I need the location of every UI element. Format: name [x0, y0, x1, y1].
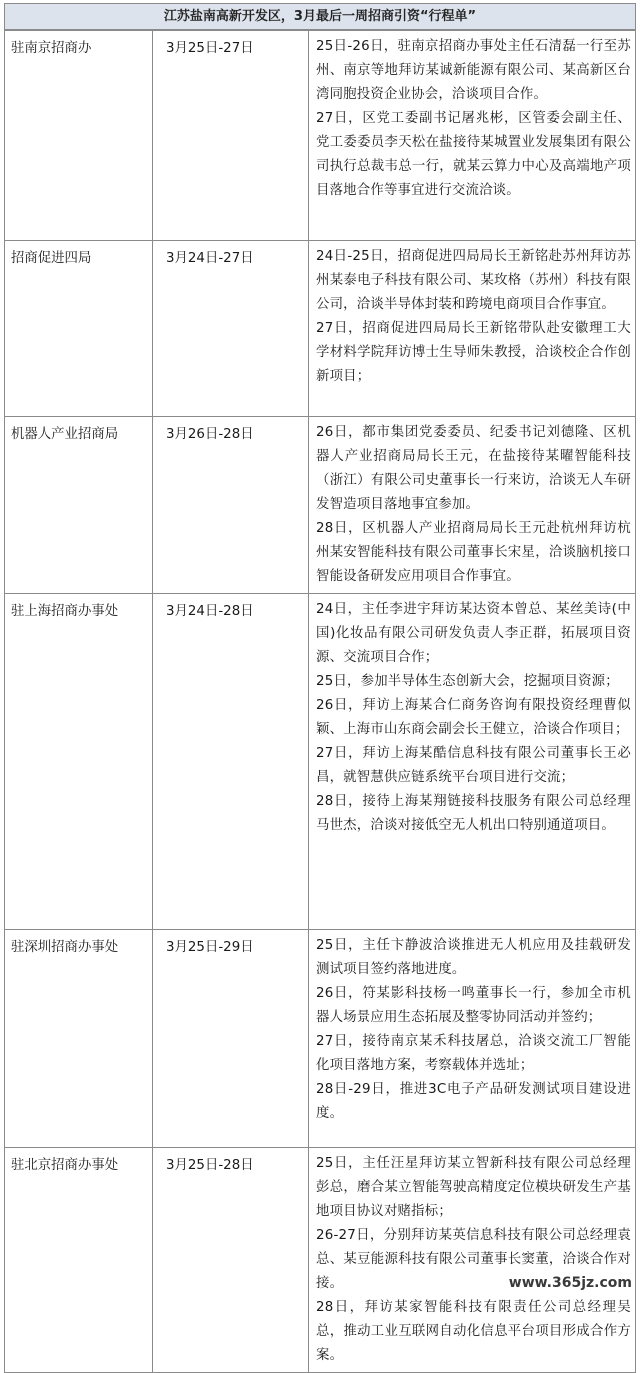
table-row: [5, 930, 636, 1148]
itinerary-cell: [309, 930, 636, 1148]
org-cell: 驻南京招商办: [5, 31, 153, 241]
itinerary-item: 25日-26日，驻南京招商办事处主任石清磊一行至苏州、南京等地拜访某诚新能源有限公司、某高新区台湾同胞投资企业协会，洽谈项目合作。: [316, 39, 631, 102]
itinerary-item: 28日，拜访某家智能科技有限责任公司总经理吴总，推动工业互联网自动化信息平台项目形成合作方案。: [316, 1300, 631, 1363]
org-cell: 驻北京招商办事处: [5, 1148, 153, 1373]
date-cell: 3月24日-28日: [153, 594, 309, 930]
itinerary-cell: [309, 1148, 636, 1373]
table-row: [5, 1148, 636, 1373]
itinerary-item: 26-27日，分别拜访某英信息科技有限公司总经理袁总、某豆能源科技有限公司董事长窦董，洽谈合作对接。: [316, 1228, 631, 1291]
page-title: 江苏盐南高新开发区，3月最后一周招商引资“行程单”: [4, 3, 636, 30]
schedule-table: [4, 30, 636, 1373]
itinerary-item: 26日，符某影科技杨一鸣董事长一行，参加全市机器人场景应用生态拓展及整零协同活动并签约；: [316, 986, 631, 1025]
schedule-sheet: [4, 3, 636, 1373]
org-cell: 机器人产业招商局: [5, 417, 153, 594]
itinerary-item: 24日-25日，招商促进四局局长王新铭赴苏州拜访苏州某泰电子科技有限公司、某玫格（苏州）科技有限公司，洽谈半导体封装和跨境电商项目合作事宜。: [316, 249, 631, 312]
itinerary-item: 25日，主任卞静波洽谈推进无人机应用及挂载研发测试项目签约落地进度。: [316, 938, 631, 977]
itinerary-cell: [309, 31, 636, 241]
table-row: [5, 241, 636, 417]
itinerary-item: 27日，区党工委副书记屠兆彬，区管委会副主任、党工委委员李天松在盐接待某城置业发展集团有限公司执行总裁韦总一行，就某云算力中心及高端地产项目落地合作等事宜进行交流洽谈。: [316, 111, 631, 198]
itinerary-item: 24日，主任李进宇拜访某达资本曾总、某丝美诗(中国)化妆品有限公司研发负责人李正群，拓展项目资源、交流项目合作；: [316, 602, 631, 665]
itinerary-item: 27日，拜访上海某酷信息科技有限公司董事长王必昌，就智慧供应链系统平台项目进行交流；: [316, 746, 631, 785]
org-cell: 招商促进四局: [5, 241, 153, 417]
org-cell: 驻上海招商办事处: [5, 594, 153, 930]
table-row: [5, 31, 636, 241]
itinerary-cell: [309, 594, 636, 930]
itinerary-item: 26日，都市集团党委委员、纪委书记刘德隆、区机器人产业招商局局长王元，在盐接待某曜智能科技（浙江）有限公司史董事长一行来访，洽谈无人车研发智造项目落地事宜参加。: [316, 425, 631, 512]
itinerary-item: 28日-29日，推进3C电子产品研发测试项目建设进度。: [316, 1082, 631, 1121]
date-cell: 3月25日-27日: [153, 31, 309, 241]
itinerary-item: 28日，接待上海某翔链接科技服务有限公司总经理马世杰，洽谈对接低空无人机出口特别通道项目。: [316, 794, 631, 833]
itinerary-item: 25日，参加半导体生态创新大会，挖掘项目资源；: [316, 674, 619, 689]
itinerary-item: 27日，接待南京某禾科技屠总，洽谈交流工厂智能化项目落地方案，考察载体并选址；: [316, 1034, 631, 1073]
date-cell: 3月25日-29日: [153, 930, 309, 1148]
itinerary-item: 26日，拜访上海某合仁商务咨询有限投资经理曹似颖、上海市山东商会副会长王健立，洽谈合作项目；: [316, 698, 631, 737]
itinerary-item: 27日，招商促进四局局长王新铭带队赴安徽理工大学材料学院拜访博士生导师朱教授，洽谈校企合作创新项目；: [316, 321, 631, 384]
watermark: www.365jz.com: [508, 1275, 632, 1291]
org-cell: 驻深圳招商办事处: [5, 930, 153, 1148]
table-row: [5, 417, 636, 594]
date-cell: 3月25日-28日: [153, 1148, 309, 1373]
itinerary-item: 28日，区机器人产业招商局局长王元赴杭州拜访杭州某安智能科技有限公司董事长宋星，洽谈脑机接口智能设备研发应用项目合作事宜。: [316, 521, 631, 584]
itinerary-item: 25日，主任汪星拜访某立智新科技有限公司总经理彭总，磨合某立智能驾驶高精度定位模块研发生产基地项目协议对赌指标；: [316, 1156, 631, 1219]
table-row: [5, 594, 636, 930]
itinerary-cell: [309, 417, 636, 594]
date-cell: 3月24日-27日: [153, 241, 309, 417]
date-cell: 3月26日-28日: [153, 417, 309, 594]
itinerary-cell: [309, 241, 636, 417]
